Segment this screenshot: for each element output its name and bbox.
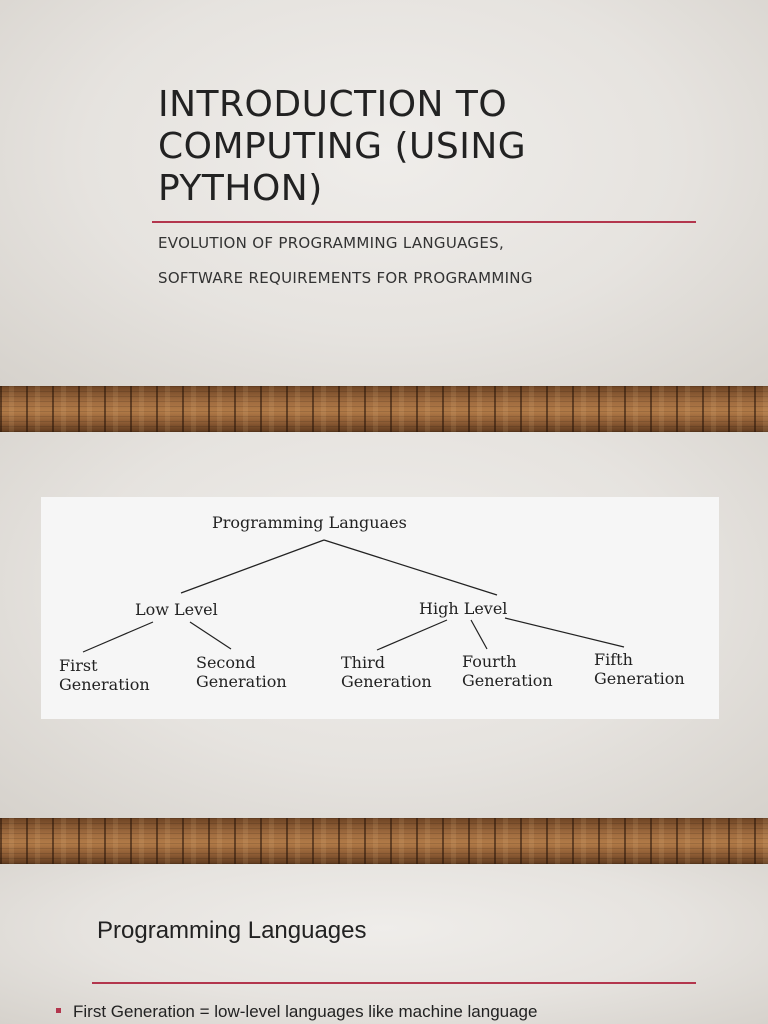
subtitle-line-2: SOFTWARE REQUIREMENTS FOR PROGRAMMING: [158, 269, 533, 287]
heading-divider: [92, 982, 696, 984]
node-first-l1: First: [59, 656, 98, 675]
diagram-slide: [0, 432, 768, 818]
edge-low-second: [190, 622, 231, 649]
wood-floor-strip: [0, 386, 768, 432]
edge-high-fifth: [505, 618, 624, 647]
node-third-l2: Generation: [341, 672, 432, 691]
node-first-l2: Generation: [59, 675, 150, 694]
node-second-l2: Generation: [196, 672, 287, 691]
wood-floor-strip: [0, 818, 768, 864]
language-tree-diagram: [41, 497, 719, 719]
title-line-3: PYTHON): [158, 168, 323, 209]
edge-high-third: [377, 620, 447, 650]
node-high-level: High Level: [419, 599, 508, 618]
node-third-l1: Third: [341, 653, 385, 672]
title-divider: [152, 221, 696, 223]
title-slide: [0, 0, 768, 386]
node-root: Programming Languaes: [212, 513, 407, 532]
content-slide: [0, 864, 768, 1024]
node-fourth-l2: Generation: [462, 671, 553, 690]
node-low-level: Low Level: [135, 600, 218, 619]
edge-root-low: [181, 540, 324, 593]
title-line-1: INTRODUCTION TO: [158, 84, 508, 125]
slide-title: [158, 84, 718, 210]
edge-low-first: [83, 622, 153, 652]
node-fourth-l1: Fourth: [462, 652, 517, 671]
edge-root-high: [324, 540, 497, 595]
tree-diagram-svg: [41, 497, 719, 719]
subtitle-line-1: EVOLUTION OF PROGRAMMING LANGUAGES,: [158, 234, 505, 252]
edge-high-fourth: [471, 620, 487, 649]
node-fifth-l2: Generation: [594, 669, 685, 688]
title-line-2: COMPUTING (USING: [158, 126, 527, 167]
bullet-text: First Generation = low-level languages like machine language: [73, 1002, 538, 1021]
bullet-item: [56, 1002, 537, 1022]
bullet-square-icon: [56, 1008, 61, 1013]
node-fifth-l1: Fifth: [594, 650, 633, 669]
slide-heading: Programming Languages: [97, 917, 367, 944]
node-second-l1: Second: [196, 653, 256, 672]
